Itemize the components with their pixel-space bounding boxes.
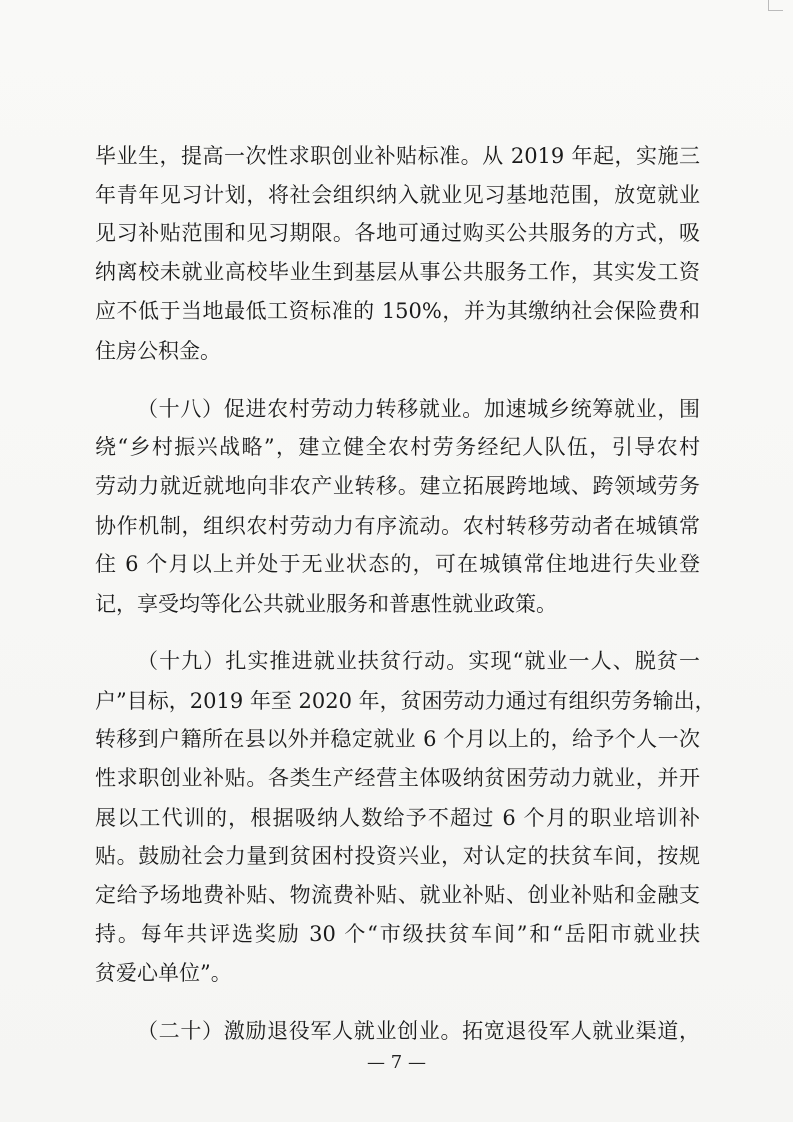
text-line: 协作机制，组织农村劳动力有序流动。农村转移劳动者在城镇常 — [95, 514, 700, 538]
text-line: 纳离校未就业高校毕业生到基层从事公共服务工作，其实发工资 — [95, 260, 700, 284]
text-line: 住 6 个月以上并处于无业状态的，可在城镇常住地进行失业登 — [95, 552, 700, 576]
page-number: — 7 — — [367, 1052, 426, 1073]
text-line: 定给予场地费补贴、物流费补贴、就业补贴、创业补贴和金融支 — [95, 883, 700, 907]
text-line: 贴。鼓励社会力量到贫困村投资兴业，对认定的扶贫车间，按规 — [95, 844, 700, 868]
text-line: 见习补贴范围和见习期限。各地可通过购买公共服务的方式，吸 — [95, 221, 700, 245]
text-line: 持。每年共评选奖励 30 个“市级扶贫车间”和“岳阳市就业扶 — [95, 922, 700, 946]
text-line: 户”目标，2019 年至 2020 年，贫困劳动力通过有组织劳务输出， — [95, 689, 716, 713]
text-line: 贫爱心单位”。 — [95, 961, 232, 985]
text-line: 应不低于当地最低工资标准的 150%，并为其缴纳社会保险费和 — [95, 299, 700, 323]
text-line: 绕“乡村振兴战略”，建立健全农村劳务经纪人队伍，引导农村 — [95, 435, 700, 459]
text-line: 劳动力就近就地向非农产业转移。建立拓展跨地域、跨领域劳务 — [95, 474, 700, 498]
text-line: 性求职创业补贴。各类生产经营主体吸纳贫困劳动力就业，并开 — [95, 766, 700, 790]
paragraph-first-line: （十八）促进农村劳动力转移就业。加速城乡统筹就业，围 — [137, 397, 700, 421]
paragraph-first-line: （十九）扎实推进就业扶贫行动。实现“就业一人、脱贫一 — [137, 649, 700, 673]
text-line: 展以工代训的，根据吸纳人数给予不超过 6 个月的职业培训补 — [95, 806, 700, 830]
text-line: 记，享受均等化公共就业服务和普惠性就业政策。 — [95, 592, 557, 616]
text-line: 转移到户籍所在县以外并稳定就业 6 个月以上的，给予个人一次 — [95, 727, 700, 751]
text-line: 毕业生，提高一次性求职创业补贴标准。从 2019 年起，实施三 — [95, 144, 700, 168]
text-line: 住房公积金。 — [95, 339, 221, 363]
text-line: 年青年见习计划，将社会组织纳入就业见习基地范围，放宽就业 — [95, 183, 700, 207]
paragraph-first-line: （二十）激励退役军人就业创业。拓宽退役军人就业渠道， — [137, 1019, 700, 1043]
scan-corner-mark — [768, 0, 783, 11]
